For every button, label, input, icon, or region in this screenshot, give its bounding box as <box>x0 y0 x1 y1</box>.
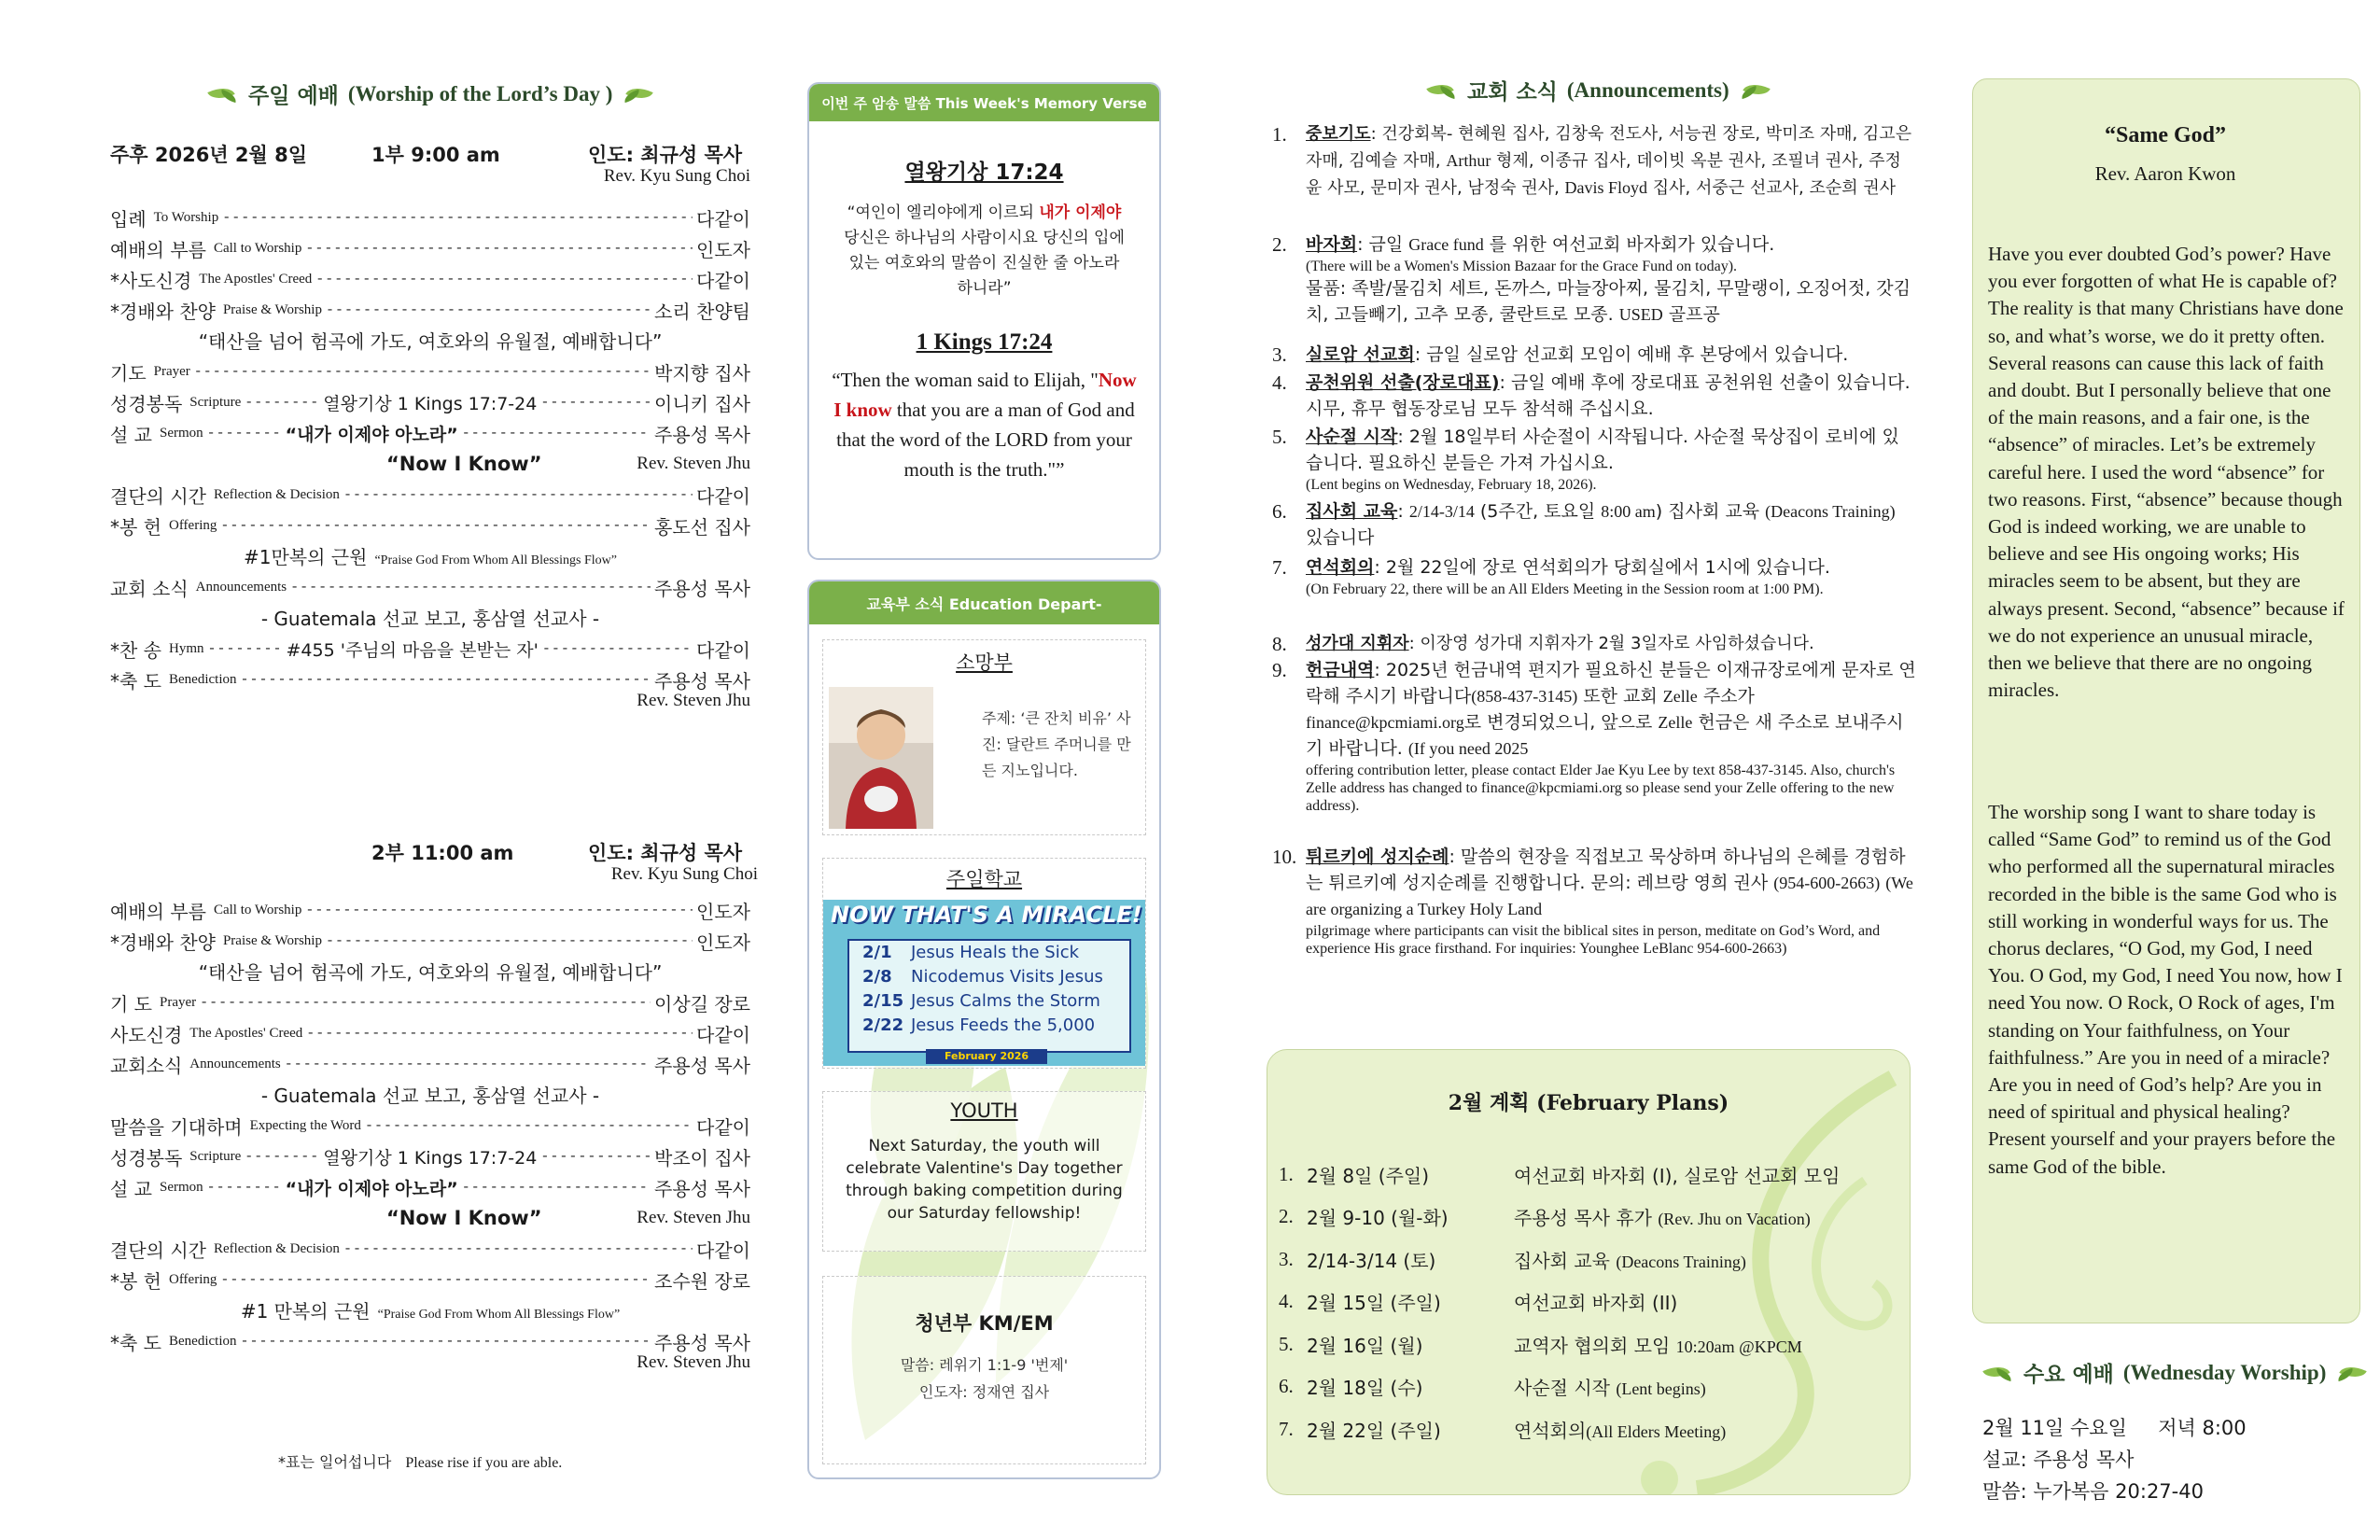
service-row: 결단의 시간 Reflection & Decision ----- 다같이 <box>110 481 750 509</box>
announcement-3: 3. 실로암 선교회: 금일 실로암 선교회 모임이 예배 후 본당에서 있습니다. <box>1272 343 1849 366</box>
poster-footer: February 2026 <box>926 1049 1047 1064</box>
preacher-name: Rev. Steven Jhu <box>637 1352 750 1372</box>
sermon-title-en-row: “Now I Know” Rev. Steven Jhu <box>386 1207 750 1229</box>
service-row: *찬 송 Hymn ----- #455 '주님의 마음을 본받는 자' ----- 다같이 <box>110 635 750 663</box>
service1-leader-en: Rev. Kyu Sung Choi <box>603 166 750 186</box>
service-row: 기 도 Prayer ----- 이상길 장로 <box>110 988 750 1016</box>
service-date: 주후 2026년 2월 8일 <box>110 144 308 166</box>
announcement-8: 8. 성가대 지휘자: 이장영 성가대 지휘자가 2월 3일자로 사임하셨습니다. <box>1272 633 1814 655</box>
leaf-icon <box>1426 80 1458 101</box>
announcements-header: 교회 소식 (Announcements) <box>1426 75 1771 105</box>
poster-title: NOW THAT'S A MIRACLE! <box>831 902 1142 928</box>
poster-item: 2/15 Jesus Calms the Storm <box>862 991 1100 1011</box>
miracle-poster <box>823 900 1145 1066</box>
service-row: *경배와 찬양 Praise & Worship ----- 인도자 <box>110 927 750 955</box>
plan-item: 1. 2월 8일 (주일) 여선교회 바자회 (I), 실로암 선교회 모임 <box>1279 1162 1841 1187</box>
kmem-title: 청년부 KM/EM <box>915 1312 1054 1335</box>
service-center-line: #1 만복의 근원 “Praise God From Whom All Blessings Flow” <box>240 1300 621 1323</box>
service-row: *봉 헌 Offering ----- 홍도선 집사 <box>110 511 750 539</box>
verse-text-ko: “여인이 엘리야에게 이르되 내가 이제야 당신은 하나님의 사람이시요 당신의 입에 있는 여호와의 말씀이 진실한 줄 아노라 하니라” <box>844 203 1125 298</box>
announcement-7: 7. 연석회의: 2월 22일에 장로 연석회의가 당회실에서 1시에 있습니다. (On February 22, there will be an All Elders Meeting in the Session room at 1:00 PM). <box>1272 556 1830 597</box>
service-center-line: - Guatemala 선교 보고, 홍삼열 선교사 - <box>260 1085 600 1107</box>
service1-time: 1부 9:00 am <box>371 144 500 166</box>
verse-ref-en: 1 Kings 17:24 <box>916 329 1053 355</box>
kmem-line1: 말씀: 레위기 1:1-9 '번제' <box>900 1356 1069 1374</box>
announcement-4: 4. 공천위원 선출(장로대표): 금일 예배 후에 장로대표 공천위원 선출이 있습니다. 시무, 휴무 협동장로님 모두 참석해 주십시요. <box>1272 371 1911 419</box>
plan-item: 6. 2월 18일 (수) 사순절 시작 (Lent begins) <box>1279 1375 1706 1399</box>
announcement-10: 10. 튀르키에 성지순례: 말씀의 현장을 직접보고 묵상하며 하나님의 은혜를 경험하는 튀르키예 성지순례를 진행합니다. 문의: 레브랑 영희 권사 (954-600-2663) (We are organizing a Turkey Holy Land pilgrimage where participants can visit the biblical sites in person, meditate on God’s Word, and experience His grace firsthand. For inquiries: Younghee LeBlanc 954-600-2663) <box>1272 846 1913 957</box>
child-photo <box>829 687 933 829</box>
plan-item: 3. 2/14-3/14 (토) 집사회 교육 (Deacons Training) <box>1279 1247 1746 1272</box>
leaf-icon <box>1739 80 1771 101</box>
service-row: 사도신경 The Apostles' Creed ----- 다같이 <box>110 1019 750 1047</box>
service-row: 교회 소식 Announcements ----- 주용성 목사 <box>110 573 750 601</box>
wednesday-time: 2월 11일 수요일 저녁 8:00 <box>1982 1417 2247 1439</box>
service-row: 기도 Prayer ----- 박지향 집사 <box>110 357 750 385</box>
plan-item: 4. 2월 15일 (주일) 여선교회 바자회 (II) <box>1279 1290 1678 1314</box>
verse-text-en: “Then the woman said to Elijah, "Now I know that you are a man of God and that the word of the LORD from your mouth is the truth."” <box>832 369 1137 481</box>
service-center-line: “태산을 넘어 험곡에 가도, 여호와의 유월절, 예배합니다” <box>198 961 663 984</box>
announcement-6: 6. 집사회 교육: 2/14-3/14 (5주간, 토요일 8:00 am) 집사회 교육 (Deacons Training) 있습니다 <box>1272 500 1896 548</box>
education-card <box>807 580 1161 1479</box>
poster-item: 2/22 Jesus Feeds the 5,000 <box>862 1015 1096 1035</box>
essay-paragraph-2: The worship song I want to share today is called “Same God” to remind us of the God who performed all the supernatural miracles recorded in the bible is the same God who is still working in wonderful ways for us. The chorus declares, “O God, my God, I need You. O God, my God, I need You now, how I need You now. O Rock, O Rock of ages, I'm standing on Your faithfulness, on Your faithfulness.” Are you in need of a miracle? Are you in need of God’s help? Are you in need of spiritual and physical healing? Present yourself and your prayers before the same God of the bible. <box>1988 801 2343 1178</box>
announcement-1: 1. 중보기도: 건강회복- 현혜원 집사, 김창욱 전도사, 서능권 장로, 박미조 자매, 김고은 자매, 김예슬 자매, Arthur 형제, 이종규 집사, 데이빗 옥분 권사, 조필녀 권사, 주정윤 사모, 문미자 권사, 남정숙 권사, Davis Floyd 집사, 서중근 선교사, 조순희 권사 <box>1272 123 1912 198</box>
somangbu-text: 주제: ‘큰 잔치 비유’ 사진: 달란트 주머니를 만든 지노입니다. <box>982 709 1131 779</box>
service2-leader-en: Rev. Kyu Sung Choi <box>610 864 758 884</box>
essay-paragraph-1: Have you ever doubted God’s power? Have you ever forgotten of what He is capable of? The reality is that many Christians have done so, and what’s worse, we do it pretty often. Several reasons can cause this lack of faith and doubt. But I personally believe that one of the main reasons, and a fair one, is the “absence” of miracles. Let’s be extremely careful here. I used the word “absence” for two reasons. First, “absence” because though God is indeed working, we are unable to believe and see His ongoing works; His miracles seem to be absent, but they are always present. Second, “absence” because if we do not experience an unusual miracle, then we believe that there are no ongoing miracles. <box>1988 243 2345 702</box>
memory-verse-header: 이번 주 암송 말씀 This Week's Memory Verse <box>809 84 1159 121</box>
leaf-icon <box>207 84 239 105</box>
sermon-title-en-row: “Now I Know” Rev. Steven Jhu <box>386 453 750 475</box>
poster-item: 2/1 Jesus Heals the Sick <box>862 943 1080 962</box>
leaf-icon <box>622 84 653 105</box>
plan-item: 5. 2월 16일 (월) 교역자 협의회 모임 10:20am @KPCM <box>1279 1332 1802 1357</box>
somangbu-box <box>822 639 1146 835</box>
plan-item: 2. 2월 9-10 (월-화) 주용성 목사 휴가 (Rev. Jhu on Vacation) <box>1279 1205 1811 1229</box>
essay-title: “Same God” <box>2104 123 2226 147</box>
plan-item: 7. 2월 22일 (주일) 연석회의(All Elders Meeting) <box>1279 1417 1727 1442</box>
memory-verse-card <box>807 82 1161 560</box>
service-center-line: - Guatemala 선교 보고, 홍삼열 선교사 - <box>260 608 600 630</box>
education-header: 교육부 소식 Education Depart- <box>809 581 1159 624</box>
service-row: *봉 헌 Offering ----- 조수원 장로 <box>110 1266 750 1294</box>
wednesday-scripture: 말씀: 누가복음 20:27-40 <box>1982 1480 2204 1503</box>
service1-leader: 인도: 최규성 목사 <box>588 144 743 166</box>
service-row: 설 교 Sermon ----- “내가 이제야 아노라” ----- 주용성 목사 <box>110 1173 750 1201</box>
service-row: *경배와 찬양 Praise & Worship ----- 소리 찬양팀 <box>110 296 750 324</box>
service-row: *사도신경 The Apostles' Creed ----- 다같이 <box>110 265 750 293</box>
service-row: 교회소식 Announcements ----- 주용성 목사 <box>110 1050 750 1078</box>
announcement-9: 9. 헌금내역: 2025년 헌금내역 편지가 필요하신 분들은 이재규장로에게 문자로 연락해 주시기 바랍니다(858-437-3145) 또한 교회 Zelle 주소가 finance@kpcmiami.org로 변경되었으니, 앞으로 Zelle 헌금은 새 주소로 보내주시기 바랍니다. (If you need 2025 offering contribution letter, please contact Elder Jae Kyu Lee by text 858-437-3145. Also, church's Zelle address has changed to finance@kpcmiami.org so please send your Zelle offering to the new address). <box>1272 659 1916 814</box>
somangbu-title: 소망부 <box>956 651 1013 674</box>
service-row: 성경봉독 Scripture ----- 열왕기상 1 Kings 17:7-24 ----- 이니키 집사 <box>110 388 750 416</box>
leaf-icon <box>1982 1363 2014 1383</box>
announcement-5: 5. 사순절 시작: 2월 18일부터 사순절이 시작됩니다. 사순절 묵상집이 로비에 있습니다. 필요하신 분들은 가져 가십시요. (Lent begins on Wednesday, February 18, 2026). <box>1272 426 1899 493</box>
leaf-icon <box>2335 1363 2367 1383</box>
service-row: 설 교 Sermon ----- “내가 이제야 아노라” ----- 주용성 목사 <box>110 419 750 447</box>
essay-author: Rev. Aaron Kwon <box>2094 162 2236 185</box>
service-center-line: “태산을 넘어 험곡에 가도, 여호와의 유월절, 예배합니다” <box>198 330 663 353</box>
sunday-school-box <box>822 858 1146 1069</box>
sunday-school-title: 주일학교 <box>945 868 1023 890</box>
service2-time: 2부 11:00 am <box>371 842 514 864</box>
youth-title: YOUTH <box>950 1099 1018 1122</box>
service-row: 말씀을 기대하며 Expecting the Word ----- 다같이 <box>110 1112 750 1140</box>
kmem-line2: 인도자: 정재연 집사 <box>918 1383 1050 1401</box>
plans-title: 2월 계획 (February Plans) <box>1448 1091 1729 1115</box>
footnote: *표는 일어섭니다 Please rise if you are able. <box>278 1453 563 1471</box>
service-row: 예배의 부름 Call to Worship ----- 인도자 <box>110 234 750 262</box>
service-row: 성경봉독 Scripture ----- 열왕기상 1 Kings 17:7-24 ----- 박조이 집사 <box>110 1142 750 1170</box>
youth-text: Next Saturday, the youth will celebrate Valentine's Day together through baking competition during our Saturday fellowship! <box>846 1137 1123 1223</box>
service-center-line: #1만복의 근원 “Praise God From Whom All Blessings Flow” <box>244 546 617 568</box>
verse-ref-ko: 열왕기상 17:24 <box>904 161 1064 185</box>
poster-schedule <box>847 939 1131 1053</box>
poster-item: 2/8 Nicodemus Visits Jesus <box>862 967 1103 987</box>
service2-leader: 인도: 최규성 목사 <box>588 842 743 864</box>
service-row: 예배의 부름 Call to Worship ----- 인도자 <box>110 896 750 924</box>
service-row: 결단의 시간 Reflection & Decision ----- 다같이 <box>110 1235 750 1263</box>
announcement-2: 2. 바자회: 금일 Grace fund 를 위한 여선교회 바자회가 있습니다. (There will be a Women's Mission Bazaar for the Grace Fund on today). 물품: 족발/물김치 세트, 돈까스, 마늘장아찌, 물김치, 무말랭이, 오징어젓, 갓김치, 고들빼기, 고추 모종, 쿨란트로 모종. USED 골프공 <box>1272 233 1911 325</box>
youth-box <box>822 1091 1146 1252</box>
wednesday-preacher: 설교: 주용성 목사 <box>1982 1449 2135 1471</box>
wednesday-header: 수요 예배 (Wednesday Worship) <box>1982 1357 2367 1388</box>
service-row: *축 도 Benediction ----- 주용성 목사 <box>110 665 750 693</box>
service-row: *축 도 Benediction ----- 주용성 목사 <box>110 1327 750 1355</box>
kmem-box <box>822 1276 1146 1464</box>
service-row: 입례 To Worship ----- 다같이 <box>110 203 750 231</box>
preacher-name: Rev. Steven Jhu <box>637 691 750 710</box>
worship-header: 주일 예배 (Worship of the Lord’s Day ) <box>207 78 653 109</box>
